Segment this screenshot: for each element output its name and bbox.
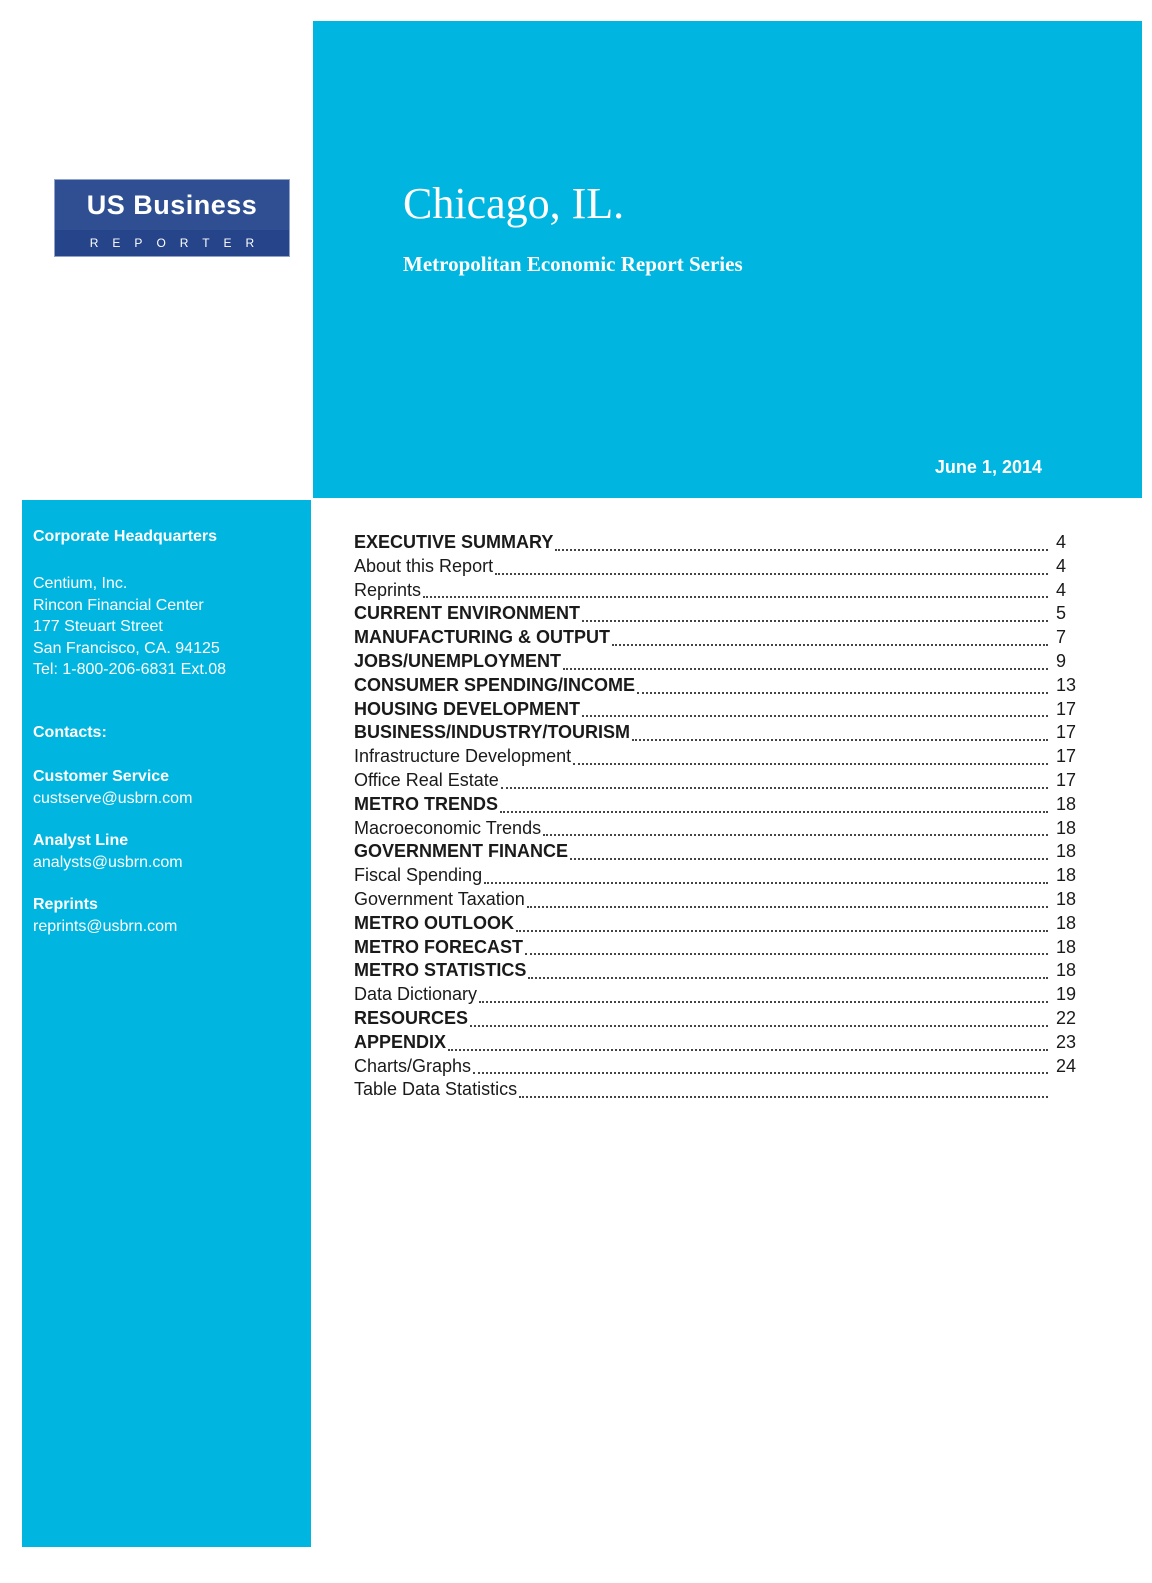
- address-line: Centium, Inc.: [33, 575, 128, 592]
- toc-entry-label: Government Taxation: [354, 888, 525, 909]
- toc-entry-page: 17: [1056, 722, 1077, 743]
- toc-leader-dots: [470, 1011, 1048, 1027]
- toc-leader-dots: [495, 559, 1048, 575]
- toc-entry[interactable]: [354, 603, 1090, 627]
- contacts-heading: Contacts:: [33, 724, 107, 741]
- toc-entry[interactable]: [354, 770, 1090, 794]
- toc-entry[interactable]: [354, 818, 1090, 842]
- toc-entry-page: 18: [1056, 888, 1077, 909]
- toc-entry-page: 18: [1056, 912, 1077, 933]
- toc-leader-dots: [573, 749, 1048, 765]
- toc-entry[interactable]: [354, 1032, 1090, 1056]
- toc-leader-dots: [632, 725, 1048, 741]
- toc-entry[interactable]: [354, 627, 1090, 651]
- toc-entry[interactable]: [354, 699, 1090, 723]
- toc-entry-page: 5: [1056, 603, 1067, 624]
- toc-entry-page: 17: [1056, 769, 1077, 790]
- toc-leader-dots: [479, 987, 1048, 1003]
- toc-leader-dots: [423, 582, 1048, 598]
- toc-entry[interactable]: [354, 746, 1090, 770]
- toc-entry-label: CURRENT ENVIRONMENT: [354, 603, 581, 624]
- toc-entry-label: Table Data Statistics: [354, 1079, 518, 1100]
- report-subtitle: Metropolitan Economic Report Series: [403, 252, 743, 276]
- toc-entry-page: 18: [1056, 960, 1077, 981]
- toc-entry[interactable]: [354, 841, 1090, 865]
- toc-entry-page: 17: [1056, 698, 1077, 719]
- toc-entry-page: 18: [1056, 936, 1077, 957]
- toc-leader-dots: [543, 820, 1048, 836]
- toc-entry-label: METRO FORECAST: [354, 936, 523, 957]
- toc-leader-dots: [563, 654, 1048, 670]
- toc-entry-label: METRO STATISTICS: [354, 960, 527, 981]
- toc-entry-page: 13: [1056, 674, 1077, 695]
- toc-entry[interactable]: [354, 722, 1090, 746]
- toc-leader-dots: [501, 773, 1048, 789]
- toc-entry[interactable]: [354, 651, 1090, 675]
- toc-leader-dots: [527, 892, 1048, 908]
- toc-leader-dots: [555, 535, 1048, 551]
- toc-leader-dots: [519, 1082, 1048, 1098]
- toc-entry-page: 17: [1056, 746, 1077, 767]
- contact-label: Analyst Line: [33, 832, 129, 849]
- hq-address: [33, 573, 226, 681]
- logo-main-text: US Business: [86, 190, 258, 220]
- toc-entry-label: RESOURCES: [354, 1007, 469, 1028]
- toc-leader-dots: [582, 701, 1048, 717]
- report-title: Chicago, IL.: [403, 179, 625, 228]
- toc-leader-dots: [484, 868, 1048, 884]
- toc-leader-dots: [525, 939, 1048, 955]
- toc-leader-dots: [582, 606, 1048, 622]
- toc-leader-dots: [473, 1058, 1048, 1074]
- toc-leader-dots: [516, 916, 1048, 932]
- toc-entry-page: 19: [1056, 984, 1077, 1005]
- toc-entry[interactable]: [354, 794, 1090, 818]
- toc-entry[interactable]: [354, 1008, 1090, 1032]
- sidebar: [22, 500, 311, 1547]
- toc-entry[interactable]: [354, 556, 1090, 580]
- toc-entry[interactable]: [354, 984, 1090, 1008]
- toc-entry-page: 23: [1056, 1031, 1077, 1052]
- address-line: 177 Steuart Street: [33, 618, 163, 635]
- contact-email-link[interactable]: custserve@usbrn.com: [33, 789, 193, 807]
- toc-entry[interactable]: [354, 1056, 1090, 1080]
- toc-leader-dots: [612, 630, 1048, 646]
- contact-label: Reprints: [33, 896, 98, 913]
- address-line: Tel: 1-800-206-6831 Ext.08: [33, 661, 227, 678]
- toc-entry-page: 24: [1056, 1055, 1077, 1076]
- toc-entry-label: Data Dictionary: [354, 984, 478, 1005]
- header-panel: [313, 21, 1142, 498]
- toc-entry-label: HOUSING DEVELOPMENT: [354, 698, 581, 719]
- toc-entry[interactable]: [354, 675, 1090, 699]
- contact-email-link[interactable]: reprints@usbrn.com: [33, 917, 178, 935]
- toc-entry[interactable]: [354, 1079, 1090, 1103]
- toc-entry-label: CONSUMER SPENDING/INCOME: [354, 674, 636, 695]
- toc-leader-dots: [528, 963, 1048, 979]
- toc-entry[interactable]: [354, 580, 1090, 604]
- table-of-contents: [354, 532, 1090, 1103]
- toc-entry-page: 4: [1056, 532, 1067, 552]
- toc-leader-dots: [500, 797, 1048, 813]
- toc-leader-dots: [448, 1035, 1048, 1051]
- toc-entry-label: METRO TRENDS: [354, 793, 498, 814]
- toc-entry-label: BUSINESS/INDUSTRY/TOURISM: [354, 722, 631, 743]
- contact-reprints: [33, 894, 177, 937]
- toc-entry[interactable]: [354, 532, 1090, 556]
- toc-entry-page: 18: [1056, 841, 1077, 862]
- toc-entry-page: 22: [1056, 1007, 1077, 1028]
- toc-entry-label: APPENDIX: [354, 1031, 447, 1052]
- toc-entry[interactable]: [354, 889, 1090, 913]
- report-date: June 1, 2014: [934, 457, 1042, 477]
- toc-entry-page: 4: [1056, 555, 1067, 576]
- toc-entry-page: 4: [1056, 579, 1067, 600]
- toc-entry[interactable]: [354, 865, 1090, 889]
- toc-entry-label: MANUFACTURING & OUTPUT: [354, 627, 610, 648]
- toc-entry-page: 18: [1056, 793, 1077, 814]
- toc-leader-dots: [570, 844, 1048, 860]
- hq-heading: Corporate Headquarters: [33, 528, 218, 545]
- toc-entry-label: Fiscal Spending: [354, 865, 483, 886]
- address-line: San Francisco, CA. 94125: [33, 639, 220, 657]
- toc-entry-page: 7: [1056, 627, 1067, 648]
- toc-entry-label: GOVERNMENT FINANCE: [354, 841, 569, 862]
- logo-sub-text: REPORTER: [89, 236, 269, 250]
- toc-entry-label: METRO OUTLOOK: [354, 912, 514, 933]
- contact-label: Customer Service: [33, 768, 170, 785]
- toc-entry-label: Infrastructure Development: [354, 746, 572, 767]
- brand-logo: [54, 179, 290, 257]
- toc-entry-label: JOBS/UNEMPLOYMENT: [354, 650, 562, 671]
- toc-entry[interactable]: [354, 913, 1090, 937]
- toc-entry[interactable]: [354, 960, 1090, 984]
- toc-entry-label: About this Report: [354, 555, 494, 576]
- toc-entry-label: Office Real Estate: [354, 769, 499, 790]
- contact-customer-service: [33, 766, 192, 809]
- toc-entry-label: Macroeconomic Trends: [354, 817, 542, 838]
- toc-entry-page: 18: [1056, 865, 1077, 886]
- toc-entry-label: EXECUTIVE SUMMARY: [354, 532, 554, 552]
- toc-entry-label: Charts/Graphs: [354, 1055, 472, 1076]
- toc-entry-page: 9: [1056, 650, 1067, 671]
- contact-email-link[interactable]: analysts@usbrn.com: [33, 853, 183, 871]
- toc-entry[interactable]: [354, 937, 1090, 961]
- toc-leader-dots: [637, 678, 1048, 694]
- address-line: Rincon Financial Center: [33, 596, 204, 614]
- contact-analyst-line: [33, 830, 183, 873]
- toc-entry-label: Reprints: [354, 579, 422, 600]
- toc-entry-page: 18: [1056, 817, 1077, 838]
